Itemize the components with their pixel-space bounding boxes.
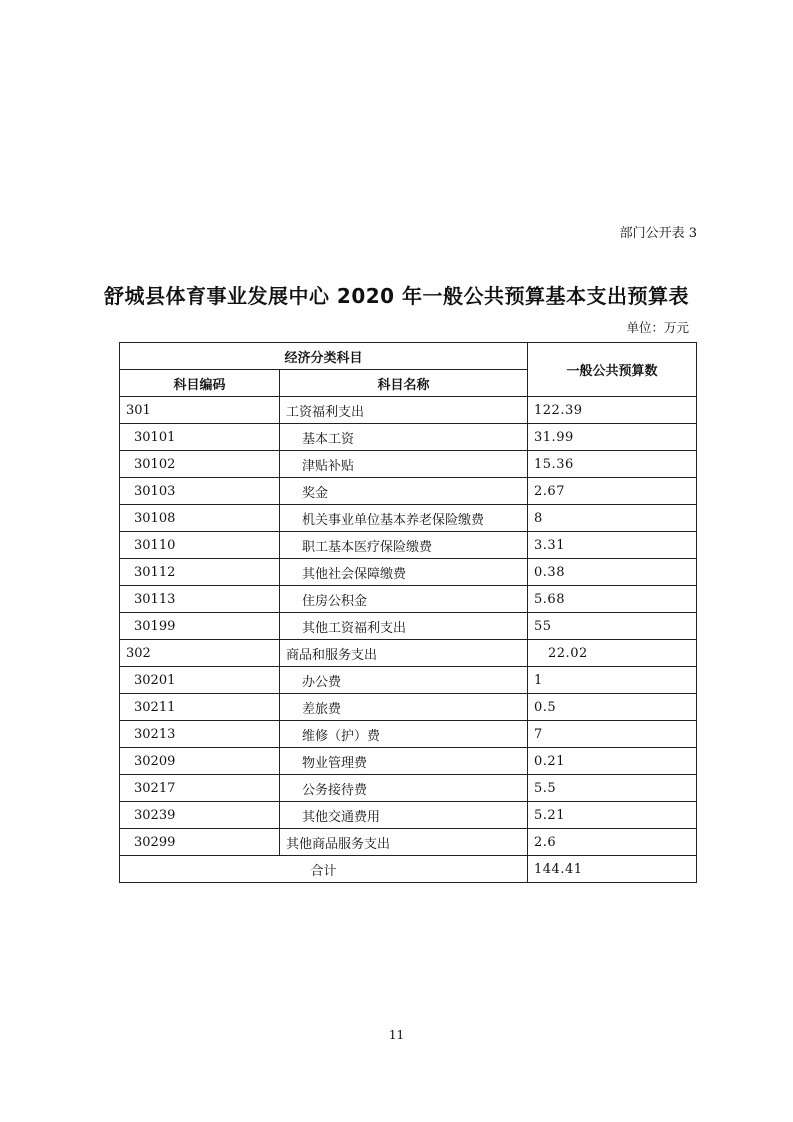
row-code: 30103 <box>120 478 280 505</box>
row-code: 30211 <box>120 694 280 721</box>
row-amount: 15.36 <box>528 451 697 478</box>
row-name: 其他社会保障缴费 <box>280 559 528 586</box>
table-row <box>120 748 697 775</box>
table-header-row <box>120 343 697 370</box>
row-code: 30213 <box>120 721 280 748</box>
unit-label: 单位：万元 <box>626 320 689 335</box>
row-amount: 31.99 <box>528 424 697 451</box>
row-name: 住房公积金 <box>280 586 528 613</box>
row-name: 工资福利支出 <box>280 397 528 424</box>
page-number: 11 <box>388 1028 405 1042</box>
row-amount: 5.21 <box>528 802 697 829</box>
row-amount: 3.31 <box>528 532 697 559</box>
table-row <box>120 397 697 424</box>
row-code: 30108 <box>120 505 280 532</box>
row-code: 30101 <box>120 424 280 451</box>
row-name: 维修（护）费 <box>280 721 528 748</box>
table-row <box>120 667 697 694</box>
table-row <box>120 802 697 829</box>
table-row <box>120 640 697 667</box>
row-name: 物业管理费 <box>280 748 528 775</box>
row-code: 30113 <box>120 586 280 613</box>
table-row <box>120 559 697 586</box>
row-amount: 0.5 <box>528 694 697 721</box>
row-amount: 1 <box>528 667 697 694</box>
table-row <box>120 775 697 802</box>
table-row <box>120 613 697 640</box>
economic-classification-header: 经济分类科目 <box>120 343 528 370</box>
budget-table <box>119 342 697 883</box>
row-code: 30209 <box>120 748 280 775</box>
table-row <box>120 478 697 505</box>
row-name: 商品和服务支出 <box>280 640 528 667</box>
table-row <box>120 721 697 748</box>
table-row <box>120 505 697 532</box>
table-total-row <box>120 856 697 883</box>
row-code: 302 <box>120 640 280 667</box>
total-amount: 144.41 <box>528 856 697 883</box>
row-name: 基本工资 <box>280 424 528 451</box>
row-name: 其他工资福利支出 <box>280 613 528 640</box>
row-name: 其他商品服务支出 <box>280 829 528 856</box>
row-amount: 55 <box>528 613 697 640</box>
row-code: 30102 <box>120 451 280 478</box>
row-amount: 7 <box>528 721 697 748</box>
table-row <box>120 694 697 721</box>
row-name: 津贴补贴 <box>280 451 528 478</box>
row-code: 30299 <box>120 829 280 856</box>
table-row <box>120 829 697 856</box>
row-name: 职工基本医疗保险缴费 <box>280 532 528 559</box>
row-name: 奖金 <box>280 478 528 505</box>
total-label: 合计 <box>120 856 528 883</box>
row-amount: 122.39 <box>528 397 697 424</box>
row-code: 30110 <box>120 532 280 559</box>
code-header: 科目编码 <box>120 370 280 397</box>
row-amount: 2.67 <box>528 478 697 505</box>
row-name: 其他交通费用 <box>280 802 528 829</box>
table-number-label: 部门公开表 3 <box>619 226 697 241</box>
row-name: 差旅费 <box>280 694 528 721</box>
row-code: 30201 <box>120 667 280 694</box>
row-name: 办公费 <box>280 667 528 694</box>
row-amount: 22.02 <box>528 640 697 667</box>
document-title: 舒城县体育事业发展中心 2020 年一般公共预算基本支出预算表 <box>103 284 690 308</box>
table-row <box>120 424 697 451</box>
row-name: 公务接待费 <box>280 775 528 802</box>
row-code: 30239 <box>120 802 280 829</box>
row-amount: 5.5 <box>528 775 697 802</box>
row-code: 301 <box>120 397 280 424</box>
row-amount: 8 <box>528 505 697 532</box>
amount-header: 一般公共预算数 <box>528 343 697 397</box>
row-name: 机关事业单位基本养老保险缴费 <box>280 505 528 532</box>
row-code: 30217 <box>120 775 280 802</box>
table-row <box>120 451 697 478</box>
row-amount: 0.21 <box>528 748 697 775</box>
row-code: 30112 <box>120 559 280 586</box>
name-header: 科目名称 <box>280 370 528 397</box>
row-amount: 0.38 <box>528 559 697 586</box>
table-row <box>120 586 697 613</box>
row-amount: 5.68 <box>528 586 697 613</box>
table-row <box>120 532 697 559</box>
row-amount: 2.6 <box>528 829 697 856</box>
row-code: 30199 <box>120 613 280 640</box>
